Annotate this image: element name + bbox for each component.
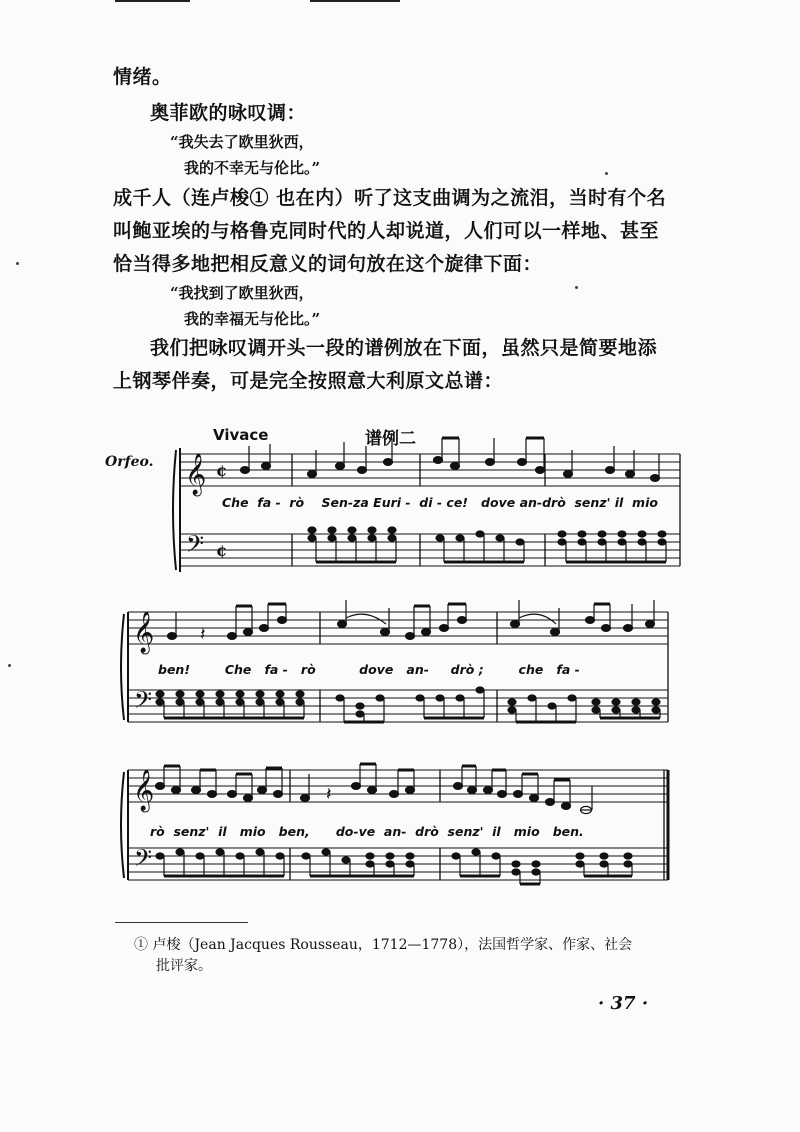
body-line-5: 恰当得多地把相反意义的词句放在这个旋律下面： [113,253,543,275]
svg-text:¢: ¢ [216,461,228,480]
svg-text:𝄞: 𝄞 [185,454,207,495]
svg-text:𝄽: 𝄽 [326,784,332,805]
scan-speck [605,172,608,175]
lyrics-line-1: Che fa - rò Sen-za Euri - di - ce! dove an-drò senz' il mio [222,495,658,510]
svg-text:𝄢: 𝄢 [134,686,153,719]
scan-speck [575,286,578,289]
quote-line-2: 我的不幸无与伦比。” [184,159,321,177]
footnote-rule [115,922,248,923]
svg-text:𝄢: 𝄢 [134,844,153,877]
body-line-1: 情绪。 [113,66,172,88]
quote-line-4: 我的幸福无与伦比。” [184,310,321,328]
svg-text:¢: ¢ [216,541,228,560]
body-line-3: 成千人（连卢梭① 也在内）听了这支曲调为之流泪，当时有个名 [113,187,667,209]
music-example-title: 谱例二 [365,429,416,449]
body-line-2: 奥菲欧的咏叹调： [150,102,307,124]
part-name: Orfeo. [105,454,154,470]
svg-text:𝄽: 𝄽 [200,624,206,645]
svg-text:𝄢: 𝄢 [186,530,205,563]
lyrics-line-2: ben! Che fa - rò dove an- drò ; che fa - [158,662,580,677]
quote-line-1: “我失去了欧里狄西， [170,133,314,151]
lyrics-line-3: rò senz' il mio ben, do-ve an- drò senz' il mio ben. [150,824,584,839]
tempo-marking: Vivace [213,426,269,444]
svg-text:𝄞: 𝄞 [133,612,155,653]
footnote-line-2: 批评家。 [156,958,212,974]
body-line-7: 上钢琴伴奏，可是完全按照意大利原文总谱： [113,370,504,392]
page-number: · 37 · [598,993,649,1014]
footnote-line-1: ① 卢梭（Jean Jacques Rousseau，1712—1778），法国哲学家、作家、社会 [134,937,633,953]
scan-speck [16,262,19,265]
quote-line-3: “我找到了欧里狄西， [170,284,314,302]
scan-speck [8,664,11,667]
svg-text:𝄞: 𝄞 [133,770,155,811]
body-line-6: 我们把咏叹调开头一段的谱例放在下面，虽然只是简要地添 [150,337,658,359]
body-line-4: 叫鲍亚埃的与格鲁克同时代的人却说道，人们可以一样地、甚至 [113,220,660,242]
